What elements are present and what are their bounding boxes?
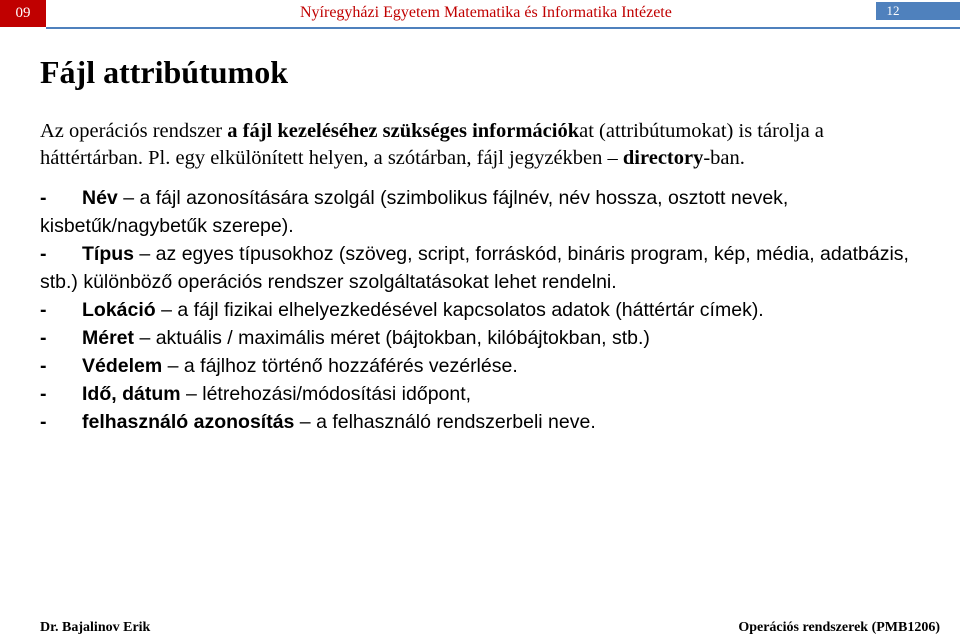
footer-course: Operációs rendszerek (PMB1206): [738, 620, 940, 635]
header-divider: [46, 27, 960, 29]
chapter-number: 09: [15, 5, 31, 21]
intro-paragraph: [40, 118, 920, 172]
list-desc: – a fájl fizikai elhelyezkedésével kapcsolatos adatok (háttértár címek).: [155, 299, 764, 321]
list-desc: – aktuális / maximális méret (bájtokban, kilóbájtokban, stb.): [134, 327, 650, 349]
page-number-badge: [876, 2, 960, 20]
list-item-ido-datum: [40, 380, 920, 408]
list-term: Idő, dátum: [82, 383, 181, 405]
list-desc: – a fájlhoz történő hozzáférés vezérlése.: [162, 355, 518, 377]
intro-bold-1: a fájl kezeléséhez szükséges információk: [227, 120, 580, 142]
list-term: felhasználó azonosítás: [82, 411, 295, 433]
list-dash: -: [40, 383, 47, 405]
list-item-meret: [40, 324, 920, 352]
list-dash: -: [40, 327, 47, 349]
intro-bold-2: directory: [622, 147, 704, 169]
intro-text-2: at (attribútumokat) is tárolja a háttértárban. Pl. egy elkülönített helyen, a szótárban, fájl jegyzékben –: [40, 120, 824, 169]
intro-text-1: Az operációs rendszer: [40, 120, 228, 142]
intro-text-3: -ban.: [703, 147, 745, 169]
slide-body: [40, 118, 920, 436]
footer-author: Dr. Bajalinov Erik: [40, 620, 151, 635]
list-desc: – az egyes típusokhoz (szöveg, script, forráskód, bináris program, kép, média, adatbázis, stb.) különböző operációs rendszer szolgáltatásokat lehet rendelni.: [40, 243, 909, 293]
list-desc: – a felhasználó rendszerbeli neve.: [294, 411, 596, 433]
list-item-tipus: [40, 240, 920, 296]
chapter-badge: [0, 0, 46, 27]
list-term: Típus: [82, 243, 134, 265]
list-term: Név: [82, 187, 118, 209]
institute-name: Nyíregyházi Egyetem Matematika és Informatika Intézete: [300, 4, 672, 21]
list-dash: -: [40, 411, 47, 433]
list-dash: -: [40, 355, 47, 377]
list-item-vedelem: [40, 352, 920, 380]
attribute-list: [40, 184, 920, 436]
list-dash: -: [40, 243, 47, 265]
list-term: Méret: [82, 327, 135, 349]
list-desc: – a fájl azonosítására szolgál (szimbolikus fájlnév, név hossza, osztott nevek, kisbetűk/nagybetűk szerepe).: [40, 187, 789, 237]
slide-title: Fájl attribútumok: [40, 54, 288, 90]
list-term: Lokáció: [82, 299, 156, 321]
list-item-felhasznalo: [40, 408, 920, 436]
page-number: 12: [886, 3, 900, 18]
list-desc: – létrehozási/módosítási időpont,: [180, 383, 472, 405]
list-dash: -: [40, 187, 47, 209]
list-item-lokacio: [40, 296, 920, 324]
list-term: Védelem: [82, 355, 163, 377]
list-dash: -: [40, 299, 47, 321]
list-item-nev: [40, 184, 920, 240]
